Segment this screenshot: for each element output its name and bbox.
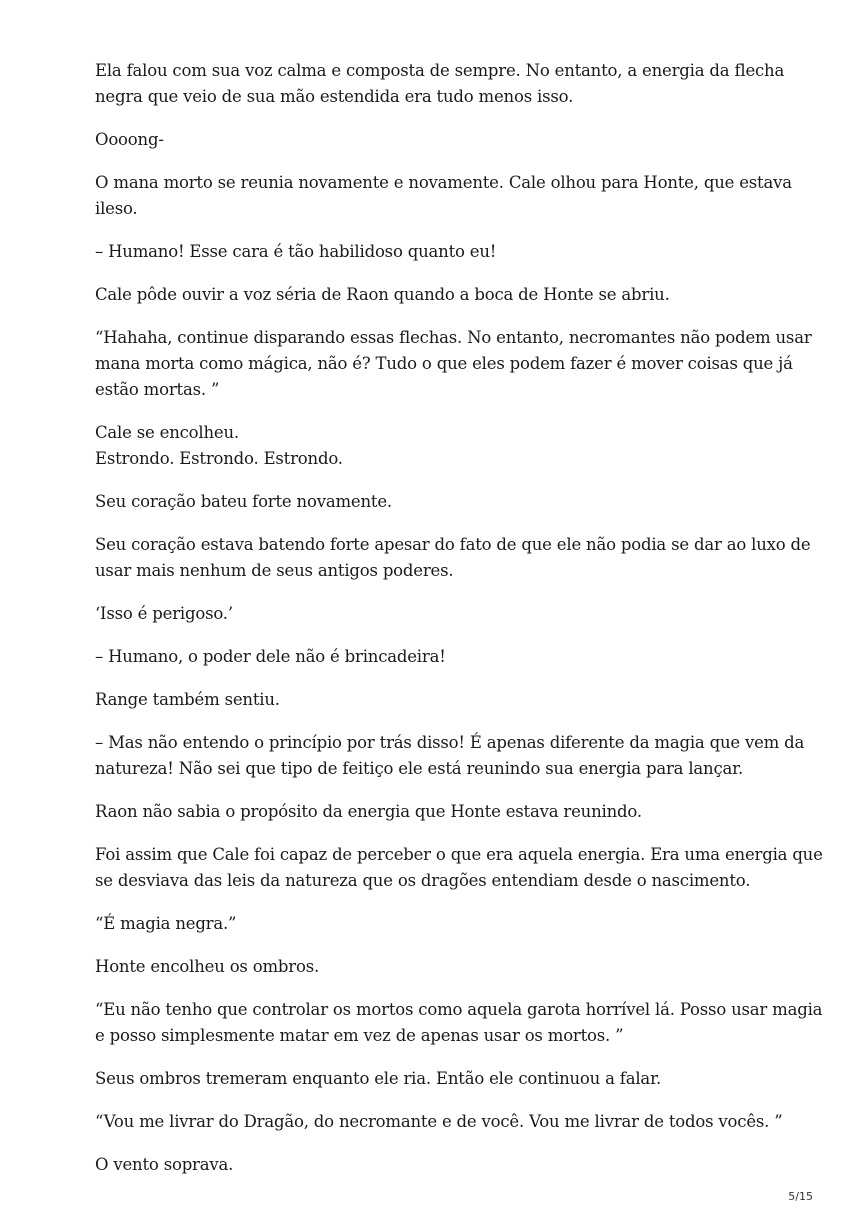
text-line: estão mortas. ” [95, 380, 220, 399]
paragraph [95, 911, 785, 937]
text-line: Oooong- [95, 130, 164, 149]
text-line: natureza! Não sei que tipo de feitiço ele está reunindo sua energia para lançar. [95, 759, 744, 778]
text-line: se desviava das leis da natureza que os dragões entendiam desde o nascimento. [95, 871, 751, 890]
paragraph [95, 799, 785, 825]
text-line: Cale se encolheu. [95, 423, 239, 442]
paragraph [95, 489, 785, 515]
text-line: Seu coração bateu forte novamente. [95, 492, 392, 511]
text-line: “Eu não tenho que controlar os mortos como aquela garota horrível lá. Posso usar magia [95, 1000, 823, 1019]
text-line: ‘Isso é perigoso.’ [95, 604, 233, 623]
text-line: Seu coração estava batendo forte apesar do fato de que ele não podia se dar ao luxo de [95, 535, 811, 554]
text-line: – Humano, o poder dele não é brincadeira! [95, 647, 446, 666]
paragraph [95, 532, 811, 584]
text-line: Foi assim que Cale foi capaz de perceber o que era aquela energia. Era uma energia que [95, 845, 823, 864]
text-line: O vento soprava. [95, 1155, 234, 1174]
paragraph [95, 1066, 785, 1092]
paragraph [95, 170, 792, 222]
page-number: 5/15 [788, 1190, 813, 1203]
text-line: usar mais nenhum de seus antigos poderes. [95, 561, 454, 580]
text-line: ileso. [95, 199, 138, 218]
text-line: “Hahaha, continue disparando essas flechas. No entanto, necromantes não podem usar [95, 328, 812, 347]
paragraph [95, 420, 785, 472]
text-line: mana morta como mágica, não é? Tudo o que eles podem fazer é mover coisas que já [95, 354, 793, 373]
text-line: “Vou me livrar do Dragão, do necromante e de você. Vou me livrar de todos vocês. ” [95, 1112, 783, 1131]
paragraph [95, 325, 812, 403]
paragraph [95, 239, 785, 265]
text-line: Honte encolheu os ombros. [95, 957, 320, 976]
paragraph [95, 58, 785, 110]
text-line: – Humano! Esse cara é tão habilidoso quanto eu! [95, 242, 497, 261]
paragraph [95, 644, 785, 670]
paragraph [95, 997, 823, 1049]
text-line: “É magia negra.” [95, 914, 237, 933]
text-line: Range também sentiu. [95, 690, 280, 709]
text-line: negra que veio de sua mão estendida era tudo menos isso. [95, 87, 574, 106]
text-line: Estrondo. Estrondo. Estrondo. [95, 449, 343, 468]
text-line: Raon não sabia o propósito da energia que Honte estava reunindo. [95, 802, 642, 821]
text-line: Cale pôde ouvir a voz séria de Raon quando a boca de Honte se abriu. [95, 285, 670, 304]
paragraph [95, 1152, 785, 1178]
text-line: e posso simplesmente matar em vez de apenas usar os mortos. ” [95, 1026, 624, 1045]
paragraph [95, 127, 785, 153]
paragraph [95, 282, 785, 308]
paragraph [95, 954, 785, 980]
text-line: O mana morto se reunia novamente e novamente. Cale olhou para Honte, que estava [95, 173, 792, 192]
paragraph [95, 842, 823, 894]
paragraph [95, 1109, 785, 1135]
text-line: – Mas não entendo o princípio por trás disso! É apenas diferente da magia que vem da [95, 733, 805, 752]
text-line: Seus ombros tremeram enquanto ele ria. Então ele continuou a falar. [95, 1069, 661, 1088]
document-body [95, 58, 823, 1195]
text-line: Ela falou com sua voz calma e composta de sempre. No entanto, a energia da flecha [95, 61, 785, 80]
paragraph [95, 687, 785, 713]
paragraph [95, 730, 805, 782]
paragraph [95, 601, 785, 627]
